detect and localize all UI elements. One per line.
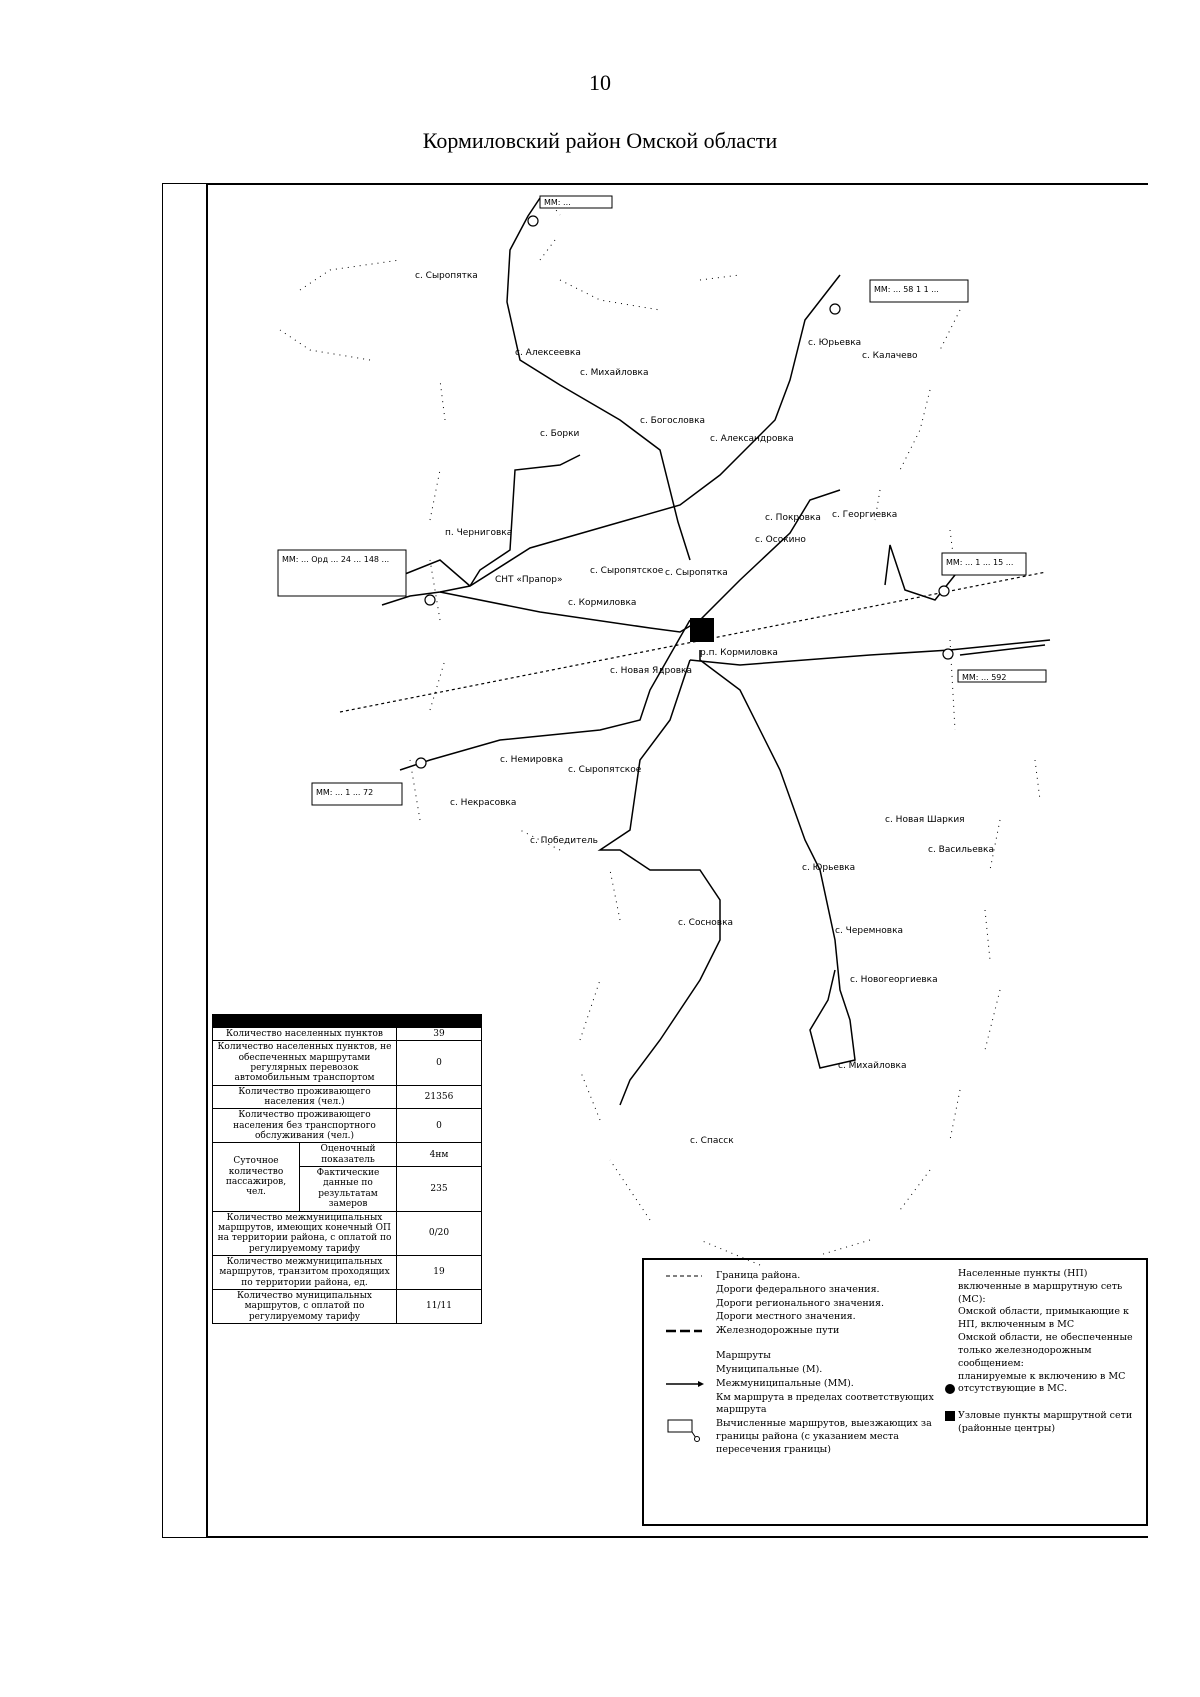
route-box-icon: [664, 1418, 716, 1430]
route-box-ne-label: ММ: ... 58 1 1 ...: [874, 285, 939, 294]
legend-text: планируемые к включению в МС: [958, 1370, 1126, 1382]
stats-value: 4нм: [397, 1143, 482, 1167]
route-box-e2-label: ММ: ... 592: [962, 673, 1007, 682]
village-label: с. Новая Ядровка: [610, 666, 692, 676]
village-label: с. Сосновка: [678, 918, 734, 928]
legend-text: Муниципальные (М).: [716, 1363, 823, 1375]
legend-text: Дороги федерального значения.: [716, 1283, 880, 1295]
legend-text: Вычисленные маршрутов, выезжающих за границы района (с указанием места пересечения границы): [716, 1418, 932, 1455]
legend-text: Узловые пункты маршрутной сети (районные центры): [958, 1410, 1133, 1434]
village-label: с. Кормиловка: [568, 598, 637, 608]
stats-group-label: Суточное количество пассажиров, чел.: [213, 1143, 300, 1211]
village-label: с. Сыропятка: [415, 271, 478, 281]
village-label: с. Победитель: [530, 836, 598, 846]
village-label: с. Александровка: [710, 434, 794, 444]
stats-value: 0/20: [397, 1211, 482, 1255]
stats-value: 0: [397, 1109, 482, 1143]
stats-value: 21356: [397, 1085, 482, 1109]
stats-label: Количество населенных пунктов, не обеспеченных маршрутами регулярных перевозок автомобильным транспортом: [213, 1041, 397, 1085]
district-stats-table: [212, 1014, 482, 1324]
page-title: Кормиловский район Омской области: [422, 128, 778, 153]
stats-label: Количество муниципальных маршрутов, с оплатой по регулируемому тарифу: [213, 1289, 397, 1323]
legend-column-1: [664, 1270, 944, 1458]
village-label: с. Сыропятка: [665, 568, 728, 578]
stats-label: Количество проживающего населения без транспортного обслуживания (чел.): [213, 1109, 397, 1143]
village-label: с. Покровка: [765, 513, 821, 523]
village-label: с. Юрьевка: [808, 338, 862, 348]
route-box-e1-label: ММ: ... 1 ... 15 ...: [946, 558, 1014, 567]
district-center-square: [690, 618, 714, 642]
stats-value: 39: [397, 1028, 482, 1041]
village-label: с. Новогеоргиевка: [850, 975, 938, 985]
legend-text: Омской области, не обеспеченные только железнодорожным сообщением:: [958, 1332, 1133, 1369]
dot-icon: [944, 1383, 958, 1395]
legend-text: Дороги местного значения.: [716, 1311, 856, 1323]
legend-text: Межмуниципальные (ММ).: [716, 1377, 854, 1389]
village-label: с. Осокино: [755, 535, 806, 545]
legend-text: Дороги регионального значения.: [716, 1297, 885, 1309]
village-label: с. Михайловка: [838, 1061, 907, 1071]
village-label: с. Сыропятское: [590, 566, 664, 576]
route-box-sw-label: ММ: ... 1 ... 72: [316, 788, 374, 797]
village-label: р.п. Кормиловка: [700, 648, 778, 658]
village-label: с. Сыропятское: [568, 765, 642, 775]
legend-text: Граница района.: [716, 1270, 801, 1281]
railway-line-icon: [664, 1325, 716, 1337]
stats-value: 11/11: [397, 1289, 482, 1323]
stats-label: Фактические данные по результатам замеров: [300, 1167, 397, 1211]
legend-text: Населенные пункты (НП) включенные в маршрутную сеть (МС):: [958, 1268, 1123, 1305]
stats-label: Количество межмуниципальных маршрутов, транзитом проходящих по территории района, ед.: [213, 1255, 397, 1289]
village-label: с. Спасск: [690, 1136, 734, 1146]
legend-text: Железнодорожные пути: [716, 1325, 840, 1337]
village-label: СНТ «Прапор»: [495, 575, 563, 585]
legend-column-2: [944, 1268, 1144, 1436]
stats-label: Количество населенных пунктов: [213, 1028, 397, 1041]
stats-label: Оценочный показатель: [300, 1143, 397, 1167]
village-label: с. Юрьевка: [802, 863, 856, 873]
village-label: с. Новая Шаркия: [885, 815, 965, 825]
page-number: 10: [589, 70, 611, 95]
village-label: с. Черемновка: [835, 926, 904, 936]
route-box-top-label: ММ: ...: [544, 198, 571, 207]
village-label: с. Борки: [540, 429, 580, 439]
legend-text: Омской области, примыкающие к НП, включенным в МС: [958, 1306, 1129, 1331]
stats-label: Количество проживающего населения (чел.): [213, 1085, 397, 1109]
boundary-line-icon: [664, 1270, 716, 1282]
village-label: с. Калачево: [862, 351, 918, 361]
village-label: с. Некрасовка: [450, 798, 517, 808]
stats-value: 19: [397, 1255, 482, 1289]
legend-text: отсутствующие в МС.: [958, 1383, 1068, 1395]
village-label: с. Михайловка: [580, 368, 649, 378]
stats-value: 235: [397, 1167, 482, 1211]
village-label: с. Георгиевка: [832, 510, 898, 520]
map-legend: [642, 1258, 1148, 1526]
route-box-w-label: ММ: ... Орд ... 24 ... 148 ...: [282, 555, 390, 564]
village-label: с. Немировка: [500, 755, 564, 765]
village-label: с. Васильевка: [928, 845, 995, 855]
village-label: п. Черниговка: [445, 528, 513, 538]
legend-text: Км маршрута в пределах соответствующих маршрута: [716, 1391, 934, 1416]
legend-text: Маршруты: [716, 1350, 771, 1362]
village-label: с. Богословка: [640, 416, 706, 426]
village-label: с. Алексеевка: [515, 348, 581, 358]
square-icon: [944, 1410, 958, 1422]
stats-value: 0: [397, 1041, 482, 1085]
route-line-icon: [664, 1378, 716, 1390]
stats-label: Количество межмуниципальных маршрутов, имеющих конечный ОП на территории района, с оплатой по регулируемому тарифу: [213, 1211, 397, 1255]
